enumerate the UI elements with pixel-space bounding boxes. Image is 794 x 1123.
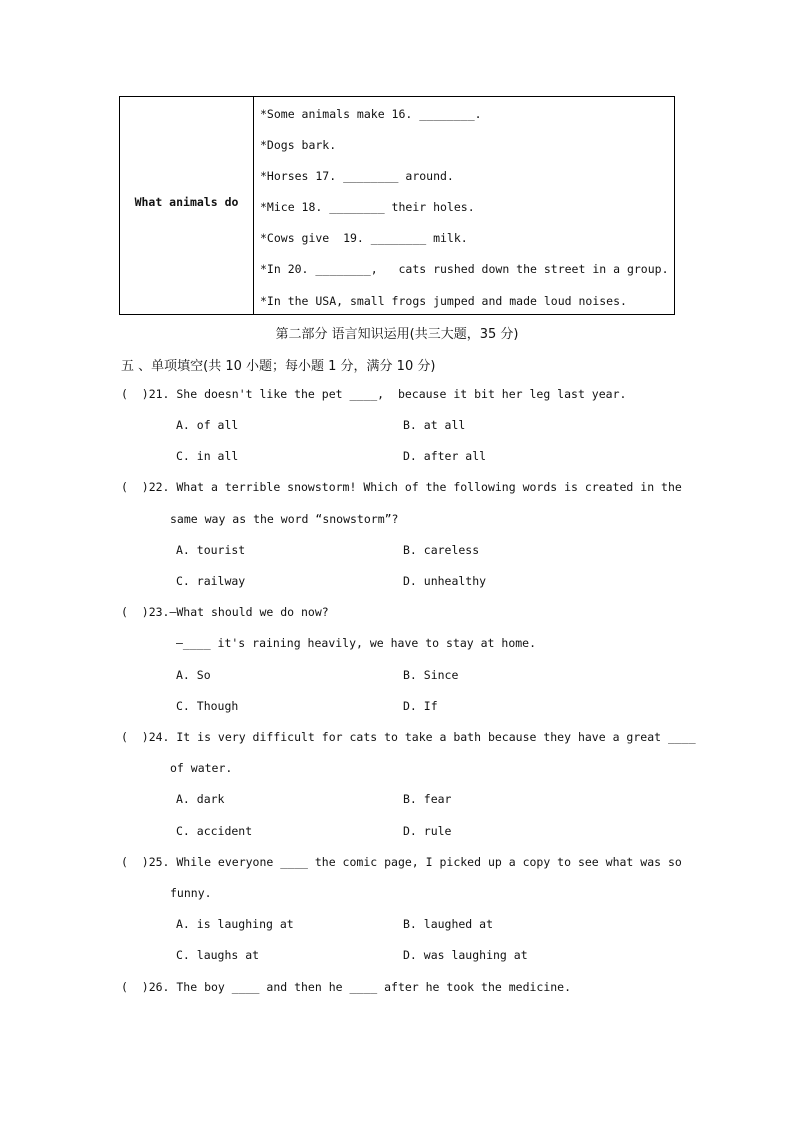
question-24: ( )24. It is very difficult for cats to take a bath because they have a great ____ [121, 730, 696, 744]
option-24-a: A. dark [176, 792, 225, 806]
table-row: *Some animals make 16. ________. [260, 107, 482, 121]
option-23-b: B. Since [403, 668, 459, 682]
table-row: *Mice 18. ________ their holes. [260, 200, 475, 214]
option-24-c: C. accident [176, 824, 253, 838]
question-26: ( )26. The boy ____ and then he ____ after he took the medicine. [121, 980, 572, 994]
question-25-cont: funny. [170, 886, 212, 900]
question-22: ( )22. What a terrible snowstorm! Which of the following words is created in the [121, 480, 682, 494]
option-21-d: D. after all [403, 449, 487, 463]
option-24-d: D. rule [403, 824, 452, 838]
option-24-b: B. fear [403, 792, 452, 806]
question-23: ( )23.—What should we do now? [121, 605, 329, 619]
option-22-c: C. railway [176, 574, 246, 588]
option-23-d: D. If [403, 699, 438, 713]
table-divider [253, 97, 254, 314]
info-table [119, 96, 675, 315]
question-22-cont: same way as the word “snowstorm”? [170, 512, 399, 526]
option-21-c: C. in all [176, 449, 239, 463]
section-title: 第二部分 语言知识运用(共三大题，35 分) [275, 327, 519, 342]
table-label: What animals do [134, 195, 239, 209]
table-row: *Cows give 19. ________ milk. [260, 231, 468, 245]
table-row: *Dogs bark. [260, 138, 337, 152]
table-row: *Horses 17. ________ around. [260, 169, 454, 183]
question-23-cont: —____ it's raining heavily, we have to stay at home. [176, 636, 537, 650]
table-row: *In 20. ________, cats rushed down the street in a group. [260, 262, 669, 276]
option-22-d: D. unhealthy [403, 574, 487, 588]
option-23-c: C. Though [176, 699, 239, 713]
option-22-a: A. tourist [176, 543, 246, 557]
question-24-cont: of water. [170, 761, 233, 775]
option-22-b: B. careless [403, 543, 480, 557]
option-21-b: B. at all [403, 418, 466, 432]
table-row: *In the USA, small frogs jumped and made loud noises. [260, 294, 627, 308]
question-25: ( )25. While everyone ____ the comic page, I picked up a copy to see what was so [121, 855, 682, 869]
option-25-d: D. was laughing at [403, 948, 528, 962]
part-title: 五 、单项填空(共 10 小题；每小题 1 分，满分 10 分) [121, 359, 436, 374]
option-25-c: C. laughs at [176, 948, 260, 962]
option-25-a: A. is laughing at [176, 917, 294, 931]
option-23-a: A. So [176, 668, 211, 682]
question-21: ( )21. She doesn't like the pet ____, because it bit her leg last year. [121, 387, 627, 401]
option-25-b: B. laughed at [403, 917, 494, 931]
option-21-a: A. of all [176, 418, 239, 432]
